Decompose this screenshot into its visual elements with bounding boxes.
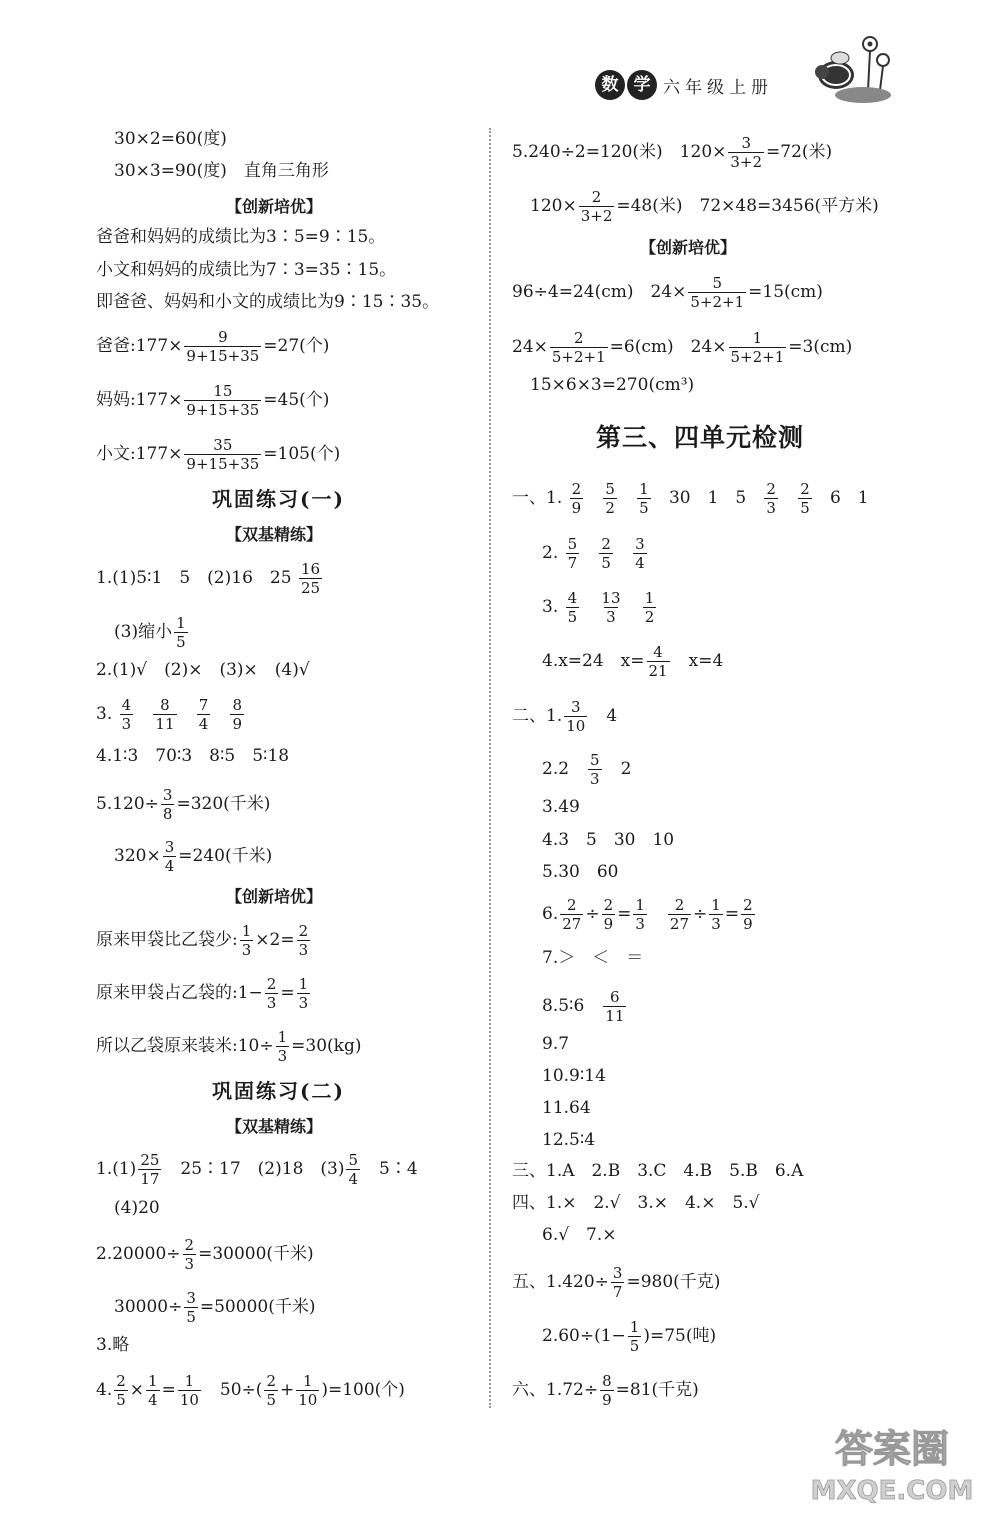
numerator: 16 bbox=[300, 560, 321, 578]
denominator: 9 bbox=[571, 499, 582, 517]
answer-line bbox=[512, 329, 852, 366]
unit-test-title: 第三、四单元检测 bbox=[596, 423, 805, 452]
fraction bbox=[647, 643, 670, 680]
denominator: 5 bbox=[567, 608, 578, 626]
exercise-title: 巩固练习(二) bbox=[212, 1079, 345, 1103]
fraction bbox=[276, 1028, 290, 1065]
denominator: 5+2+1 bbox=[551, 348, 606, 366]
fraction bbox=[299, 560, 322, 597]
answer-line: 9.7 bbox=[542, 1034, 570, 1054]
answer-line bbox=[96, 922, 312, 959]
numerator: 2 bbox=[766, 480, 776, 498]
numerator: 1 bbox=[639, 480, 649, 498]
denominator: 5+2+1 bbox=[690, 293, 745, 311]
numerator: 5 bbox=[348, 1151, 359, 1169]
numerator: 3 bbox=[571, 698, 581, 716]
answer-line bbox=[96, 1236, 314, 1273]
denominator: 21 bbox=[648, 662, 668, 680]
exercise-title: 巩固练习(一) bbox=[212, 487, 345, 511]
numerator: 2 bbox=[743, 896, 753, 914]
denominator: 25 bbox=[300, 579, 321, 597]
denominator: 4 bbox=[164, 857, 175, 875]
answer-line: 11.64 bbox=[542, 1098, 591, 1118]
answer-line: 30×3=90(度) 直角三角形 bbox=[114, 161, 329, 181]
denominator: 27 bbox=[669, 915, 690, 933]
text: =30000(千米) bbox=[198, 1244, 314, 1264]
fraction bbox=[178, 1372, 201, 1409]
text: 5.240÷2=120(米) 120× bbox=[512, 142, 727, 162]
denominator: 11 bbox=[605, 1007, 625, 1025]
text: 4. bbox=[96, 1380, 113, 1400]
answer-line bbox=[542, 589, 658, 626]
text: 五、1.420÷ bbox=[512, 1272, 609, 1292]
text: =50000(千米) bbox=[199, 1297, 316, 1317]
fraction bbox=[728, 134, 764, 171]
text: 原来甲袋占乙袋的:1− bbox=[96, 983, 263, 1003]
text: ×2= bbox=[255, 930, 295, 950]
text: 二、1. bbox=[512, 706, 563, 726]
denominator: 3 bbox=[635, 915, 645, 933]
section-heading: 【创新培优】 bbox=[640, 238, 737, 257]
fraction bbox=[579, 188, 615, 225]
denominator: 9 bbox=[232, 715, 243, 733]
answer-line: 10.9∶14 bbox=[542, 1066, 606, 1086]
numerator: 3 bbox=[164, 838, 175, 856]
text: =320(千米) bbox=[176, 794, 271, 814]
text: 一、1. bbox=[512, 488, 563, 508]
text: 4 bbox=[589, 706, 618, 726]
answer-line bbox=[96, 1151, 418, 1188]
denominator: 5 bbox=[601, 554, 611, 572]
numerator: 2 bbox=[574, 329, 584, 347]
text: 5∶4 bbox=[362, 1159, 418, 1179]
fraction bbox=[296, 1372, 319, 1409]
answer-line: 15×6×3=270(cm³) bbox=[530, 375, 695, 395]
text: 6 1 bbox=[829, 488, 869, 508]
answer-line bbox=[542, 751, 631, 788]
answer-line: 三、1.A 2.B 3.C 4.B 5.B 6.A bbox=[512, 1161, 804, 1181]
section-heading: 【创新培优】 bbox=[226, 197, 323, 216]
answer-line bbox=[114, 1289, 315, 1326]
denominator: 7 bbox=[567, 554, 578, 572]
answer-line bbox=[512, 134, 832, 171]
text: )=100(个) bbox=[321, 1380, 405, 1400]
denominator: 9+15+35 bbox=[186, 455, 260, 473]
text: x=4 bbox=[671, 651, 724, 671]
text: 96÷4=24(cm) 24× bbox=[512, 282, 687, 302]
section-heading: 【双基精练】 bbox=[226, 1117, 323, 1136]
denominator: 3 bbox=[241, 941, 252, 959]
numerator: 2 bbox=[674, 896, 685, 914]
text: 30000÷ bbox=[114, 1297, 183, 1317]
text: =105(个) bbox=[263, 444, 341, 464]
answer-line bbox=[512, 274, 823, 311]
fraction bbox=[628, 1318, 642, 1355]
text: 2.2 bbox=[542, 759, 587, 779]
fraction bbox=[346, 1151, 360, 1188]
answer-line bbox=[96, 975, 312, 1012]
numerator: 2 bbox=[591, 188, 602, 206]
badge-char: 学 bbox=[627, 70, 657, 100]
fraction bbox=[297, 922, 311, 959]
numerator: 8 bbox=[602, 1372, 612, 1390]
numerator: 3 bbox=[635, 535, 645, 553]
answer-line bbox=[530, 188, 879, 225]
answer-line bbox=[96, 436, 340, 473]
numerator: 13 bbox=[601, 589, 621, 607]
answer-line: 5.30 60 bbox=[542, 862, 619, 882]
fraction bbox=[668, 896, 691, 933]
numerator: 5 bbox=[590, 751, 600, 769]
denominator: 9+15+35 bbox=[186, 347, 260, 365]
fraction bbox=[566, 535, 580, 572]
numerator: 4 bbox=[653, 643, 663, 661]
text: (3)缩小 bbox=[114, 622, 173, 642]
denominator: 3 bbox=[277, 1047, 288, 1065]
answer-line: 4.3 5 30 10 bbox=[542, 830, 675, 850]
answer-line bbox=[96, 696, 246, 733]
denominator: 5 bbox=[800, 499, 810, 517]
answer-line bbox=[542, 643, 723, 680]
denominator: 3 bbox=[606, 608, 616, 626]
numerator: 2 bbox=[567, 896, 577, 914]
denominator: 8 bbox=[162, 805, 173, 823]
fraction bbox=[709, 896, 723, 933]
denominator: 10 bbox=[179, 1391, 199, 1409]
denominator: 5 bbox=[176, 633, 186, 651]
text: 25∶17 (2)18 (3) bbox=[163, 1159, 345, 1179]
numerator: 35 bbox=[213, 436, 233, 454]
denominator: 5 bbox=[639, 499, 649, 517]
denominator: 5 bbox=[629, 1337, 640, 1355]
denominator: 3+2 bbox=[580, 207, 613, 225]
fraction bbox=[560, 896, 583, 933]
numerator: 3 bbox=[612, 1264, 623, 1282]
numerator: 25 bbox=[140, 1151, 160, 1169]
numerator: 1 bbox=[241, 922, 252, 940]
badge-char: 数 bbox=[595, 70, 625, 100]
text: = bbox=[280, 983, 295, 1003]
numerator: 1 bbox=[629, 1318, 640, 1336]
numerator: 1 bbox=[752, 329, 763, 347]
denominator: 9+15+35 bbox=[186, 401, 260, 419]
text: 2.20000÷ bbox=[96, 1244, 181, 1264]
numerator: 15 bbox=[213, 382, 233, 400]
numerator: 3 bbox=[162, 786, 173, 804]
fraction bbox=[633, 535, 647, 572]
fraction bbox=[603, 480, 617, 517]
denominator: 5+2+1 bbox=[730, 348, 785, 366]
denominator: 9 bbox=[743, 915, 753, 933]
denominator: 5 bbox=[266, 1391, 276, 1409]
numerator: 1 bbox=[303, 1372, 313, 1390]
text: 1.(1)5∶1 5 (2)16 25 bbox=[96, 568, 292, 588]
fraction bbox=[602, 896, 616, 933]
answer-line bbox=[96, 1372, 405, 1409]
denominator: 3 bbox=[266, 994, 277, 1012]
watermark-title: 答案圈 bbox=[834, 1427, 950, 1471]
fraction bbox=[599, 589, 622, 626]
numerator: 1 bbox=[635, 896, 645, 914]
denominator: 4 bbox=[148, 1391, 158, 1409]
numerator: 2 bbox=[266, 975, 277, 993]
answer-line bbox=[542, 1318, 716, 1355]
numerator: 8 bbox=[232, 696, 243, 714]
fraction bbox=[599, 535, 613, 572]
subject-badge bbox=[595, 70, 659, 100]
text: =240(千米) bbox=[178, 846, 273, 866]
denominator: 4 bbox=[635, 554, 645, 572]
watermark-url: MXQE.COM bbox=[810, 1476, 974, 1506]
fraction bbox=[729, 329, 787, 366]
fraction bbox=[240, 922, 254, 959]
answer-line bbox=[542, 896, 757, 933]
answer-line: 3.49 bbox=[542, 797, 580, 817]
text: =15(cm) bbox=[748, 282, 823, 302]
answer-line: (4)20 bbox=[114, 1198, 160, 1218]
numerator: 5 bbox=[712, 274, 723, 292]
denominator: 17 bbox=[140, 1170, 160, 1188]
answer-line bbox=[96, 328, 329, 365]
fraction bbox=[588, 751, 602, 788]
denominator: 3 bbox=[121, 715, 132, 733]
numerator: 4 bbox=[567, 589, 578, 607]
denominator: 10 bbox=[298, 1391, 318, 1409]
denominator: 5 bbox=[186, 1308, 196, 1326]
numerator: 5 bbox=[605, 480, 615, 498]
answer-line bbox=[96, 560, 324, 597]
denominator: 27 bbox=[562, 915, 582, 933]
fraction bbox=[741, 896, 755, 933]
answer-line: 爸爸和妈妈的成绩比为3∶5=9∶15。 bbox=[96, 227, 386, 247]
fraction bbox=[564, 698, 587, 735]
text: =48(米) 72×48=3456(平方米) bbox=[616, 196, 879, 216]
text: 3. bbox=[96, 704, 113, 724]
numerator: 1 bbox=[184, 1372, 195, 1390]
numerator: 7 bbox=[198, 696, 209, 714]
text: 1.(1) bbox=[96, 1159, 137, 1179]
numerator: 8 bbox=[160, 696, 170, 714]
section-heading: 【双基精练】 bbox=[226, 525, 323, 544]
section-heading: 【创新培优】 bbox=[226, 887, 323, 906]
answer-line bbox=[512, 1264, 720, 1301]
numerator: 1 bbox=[148, 1372, 158, 1390]
answer-line bbox=[512, 480, 869, 517]
denominator: 7 bbox=[612, 1283, 623, 1301]
answer-line bbox=[114, 614, 190, 651]
text: 24× bbox=[512, 337, 548, 357]
answer-line: 7.＞ ＜ ＝ bbox=[542, 948, 644, 968]
answer-line: 即爸爸、妈妈和小文的成绩比为9∶15∶35。 bbox=[96, 292, 440, 312]
fraction bbox=[570, 480, 584, 517]
answer-line: 12.5∶4 bbox=[542, 1130, 596, 1150]
text: = bbox=[161, 1380, 176, 1400]
numerator: 2 bbox=[184, 1236, 195, 1254]
answer-line: 4.1∶3 70∶3 8∶5 5∶18 bbox=[96, 746, 290, 766]
numerator: 2 bbox=[601, 535, 611, 553]
text: 4.x=24 x= bbox=[542, 651, 645, 671]
fraction bbox=[146, 1372, 160, 1409]
fraction bbox=[611, 1264, 625, 1301]
text: 妈妈:177× bbox=[96, 390, 183, 410]
answer-line bbox=[512, 698, 617, 735]
denominator: 3 bbox=[184, 1255, 195, 1273]
text: 6. bbox=[542, 904, 559, 924]
fraction bbox=[600, 1372, 614, 1409]
text: 2.60÷(1− bbox=[542, 1326, 626, 1346]
denominator: 9 bbox=[603, 915, 614, 933]
numerator: 2 bbox=[571, 480, 582, 498]
text: =3(cm) bbox=[788, 337, 853, 357]
answer-line: 小文和妈妈的成绩比为7∶3=35∶15。 bbox=[96, 260, 397, 280]
watermark-logo bbox=[792, 1417, 992, 1507]
fraction bbox=[637, 480, 651, 517]
text: =27(个) bbox=[263, 336, 330, 356]
numerator: 1 bbox=[711, 896, 721, 914]
numerator: 1 bbox=[644, 589, 655, 607]
denominator: 2 bbox=[644, 608, 655, 626]
fraction bbox=[265, 975, 279, 1012]
answer-line: 30×2=60(度) bbox=[114, 129, 227, 149]
denominator: 4 bbox=[198, 715, 209, 733]
text: 3. bbox=[542, 597, 559, 617]
fraction bbox=[184, 382, 261, 419]
numerator: 3 bbox=[186, 1289, 196, 1307]
denominator: 10 bbox=[566, 717, 586, 735]
numerator: 6 bbox=[610, 988, 620, 1006]
text: 所以乙袋原来装米:10÷ bbox=[96, 1036, 274, 1056]
text: = bbox=[617, 904, 632, 924]
text: )=75(吨) bbox=[643, 1326, 717, 1346]
text: 小文:177× bbox=[96, 444, 183, 464]
bee-flower-icon bbox=[808, 30, 893, 110]
fraction bbox=[163, 838, 177, 875]
text: 320× bbox=[114, 846, 161, 866]
text: + bbox=[279, 1380, 295, 1400]
fraction bbox=[688, 274, 746, 311]
denominator: 9 bbox=[602, 1391, 612, 1409]
answer-line bbox=[542, 988, 628, 1025]
text: 2. bbox=[542, 543, 559, 563]
fraction bbox=[184, 328, 261, 365]
denominator: 2 bbox=[605, 499, 615, 517]
numerator: 2 bbox=[603, 896, 614, 914]
fraction bbox=[174, 614, 188, 651]
answer-line bbox=[96, 382, 329, 419]
answer-line: 2.(1)√ (2)× (3)× (4)√ bbox=[96, 660, 310, 680]
fraction bbox=[114, 1372, 128, 1409]
numerator: 1 bbox=[176, 614, 186, 632]
fraction bbox=[161, 786, 175, 823]
text: 8.5∶6 bbox=[542, 996, 602, 1016]
answer-line bbox=[96, 786, 270, 823]
denominator: 11 bbox=[155, 715, 175, 733]
text: ÷ bbox=[693, 904, 708, 924]
fraction bbox=[550, 329, 608, 366]
answer-line bbox=[542, 535, 649, 572]
numerator: 2 bbox=[800, 480, 810, 498]
fraction bbox=[120, 696, 134, 733]
numerator: 2 bbox=[116, 1372, 126, 1390]
fraction bbox=[183, 1236, 197, 1273]
fraction bbox=[264, 1372, 278, 1409]
fraction bbox=[230, 696, 244, 733]
fraction bbox=[297, 975, 311, 1012]
numerator: 3 bbox=[741, 134, 751, 152]
fraction bbox=[603, 988, 626, 1025]
grade-label: 六年级上册 bbox=[663, 78, 773, 98]
fraction bbox=[764, 480, 778, 517]
fraction bbox=[643, 589, 657, 626]
numerator: 9 bbox=[218, 328, 228, 346]
text: =6(cm) 24× bbox=[609, 337, 727, 357]
answer-line: 四、1.× 2.√ 3.× 4.× 5.√ bbox=[512, 1193, 760, 1213]
denominator: 3 bbox=[298, 994, 309, 1012]
text: ÷ bbox=[585, 904, 600, 924]
fraction bbox=[184, 436, 261, 473]
text: =81(千克) bbox=[615, 1380, 699, 1400]
text: =30(kg) bbox=[291, 1036, 362, 1056]
fraction bbox=[566, 589, 580, 626]
numerator: 1 bbox=[277, 1028, 288, 1046]
denominator: 4 bbox=[348, 1170, 359, 1188]
text: × bbox=[129, 1380, 145, 1400]
fraction bbox=[197, 696, 211, 733]
numerator: 1 bbox=[298, 975, 309, 993]
numerator: 2 bbox=[266, 1372, 276, 1390]
answer-line: 6.√ 7.× bbox=[542, 1225, 617, 1245]
fraction bbox=[184, 1289, 198, 1326]
numerator: 4 bbox=[121, 696, 132, 714]
answer-line: 3.略 bbox=[96, 1335, 130, 1355]
answer-line bbox=[96, 1028, 361, 1065]
answer-line bbox=[512, 1372, 699, 1409]
denominator: 3 bbox=[711, 915, 721, 933]
text: 六、1.72÷ bbox=[512, 1380, 599, 1400]
text: 30 1 5 bbox=[668, 488, 747, 508]
denominator: 5 bbox=[116, 1391, 126, 1409]
text: =980(千克) bbox=[626, 1272, 721, 1292]
denominator: 3 bbox=[590, 770, 600, 788]
denominator: 3 bbox=[766, 499, 776, 517]
answer-line bbox=[114, 838, 272, 875]
numerator: 5 bbox=[567, 535, 578, 553]
fraction bbox=[138, 1151, 161, 1188]
text: 120× bbox=[530, 196, 577, 216]
text: = bbox=[724, 904, 740, 924]
fraction bbox=[798, 480, 812, 517]
text: =72(米) bbox=[766, 142, 833, 162]
text: 原来甲袋比乙袋少: bbox=[96, 930, 238, 950]
text: 50÷( bbox=[202, 1380, 263, 1400]
text: 爸爸:177× bbox=[96, 336, 183, 356]
fraction bbox=[633, 896, 647, 933]
denominator: 3 bbox=[298, 941, 309, 959]
text bbox=[649, 904, 666, 924]
text: =45(个) bbox=[263, 390, 330, 410]
fraction bbox=[153, 696, 176, 733]
text: 5.120÷ bbox=[96, 794, 159, 814]
numerator: 2 bbox=[298, 922, 309, 940]
denominator: 3+2 bbox=[730, 153, 763, 171]
column-divider bbox=[489, 128, 491, 1408]
text: 2 bbox=[603, 759, 632, 779]
